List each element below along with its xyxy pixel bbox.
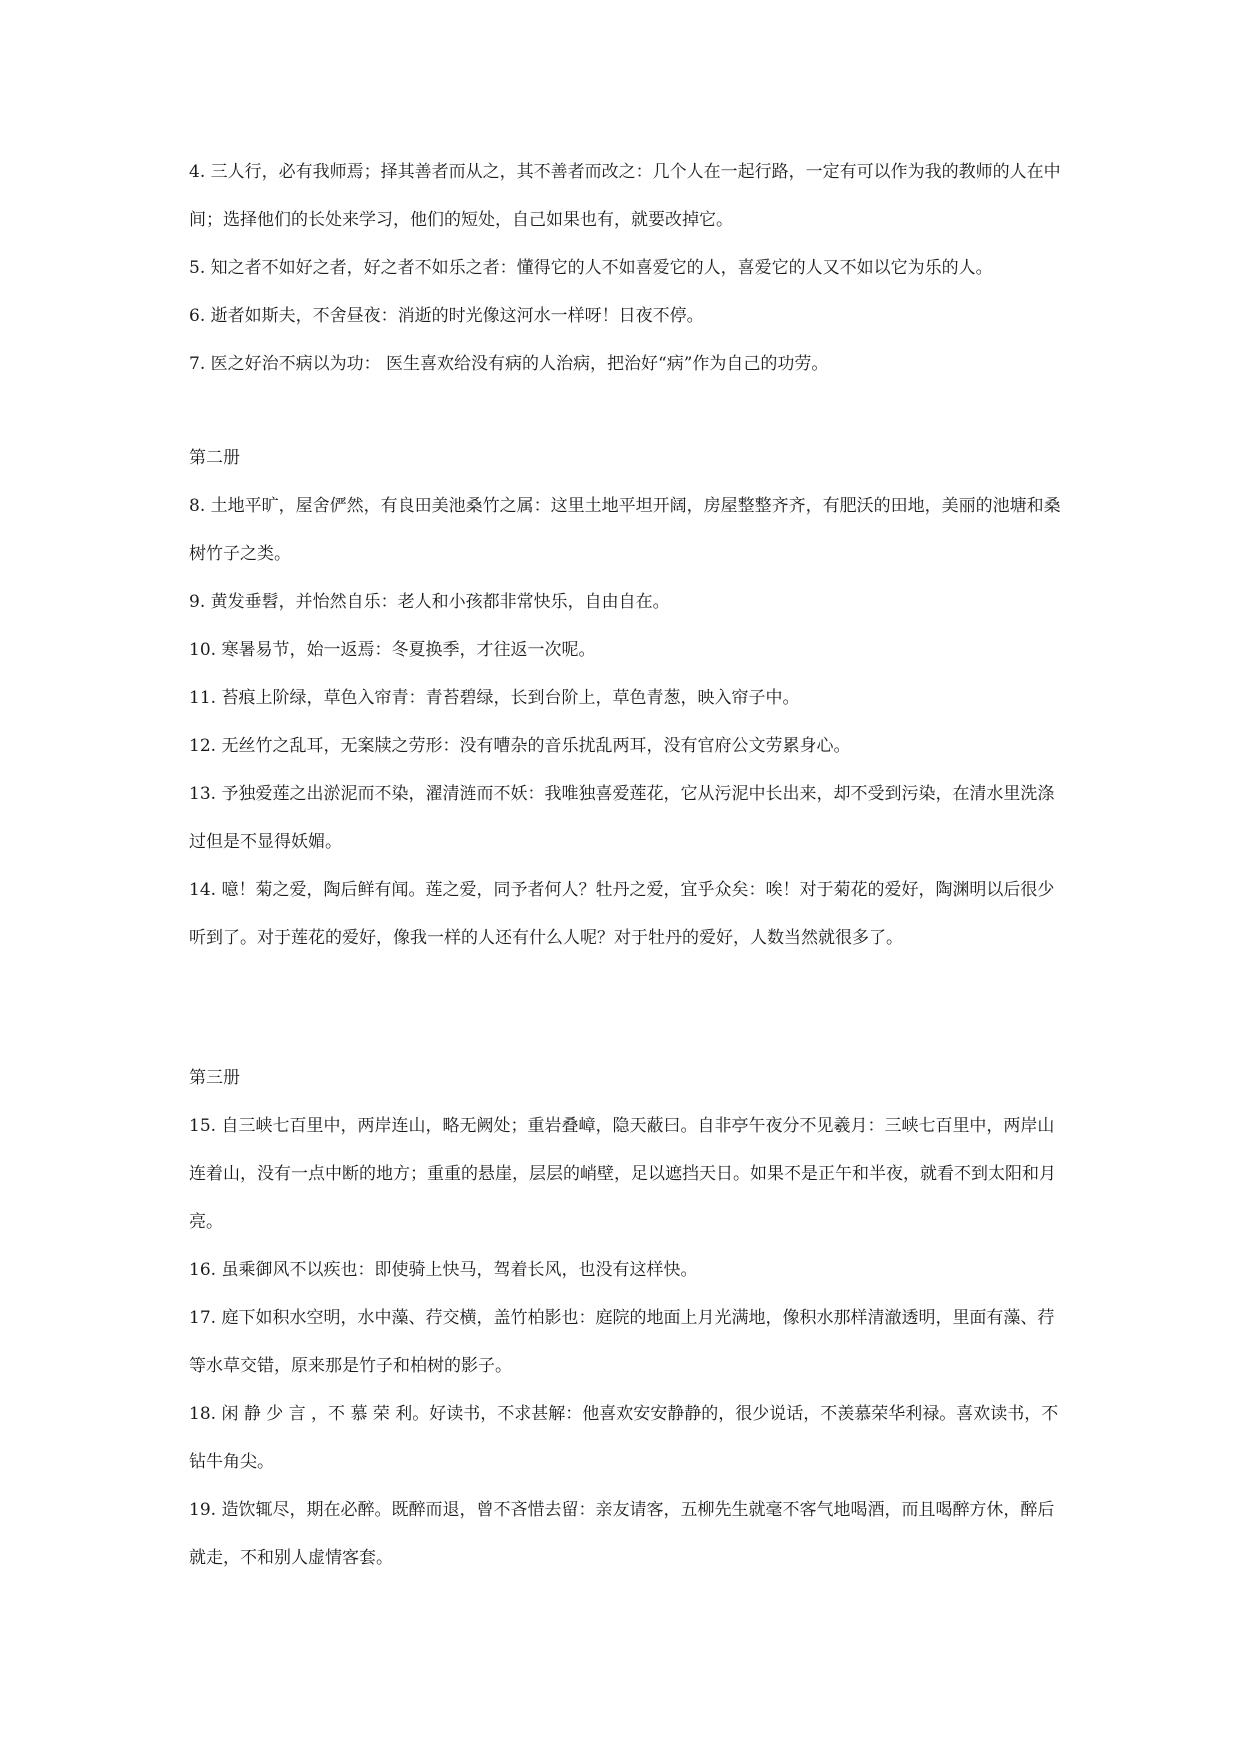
list-item: 19. 造饮辄尽，期在必醉。既醉而退，曾不吝惜去留：亲友请客，五柳先生就毫不客气地喝酒，而且喝醉方休，醉后就走，不和别人虚情客套。 <box>189 1500 1055 1568</box>
section-book-one-tail <box>189 148 1069 388</box>
list-item: 12. 无丝竹之乱耳，无案牍之劳形：没有嘈杂的音乐扰乱两耳，没有官府公文劳累身心。 <box>189 736 851 756</box>
list-item: 5. 知之者不如好之者，好之者不如乐之者：懂得它的人不如喜爱它的人，喜爱它的人又不如以它为乐的人。 <box>189 258 993 278</box>
list-item: 13. 予独爱莲之出淤泥而不染，濯清涟而不妖：我唯独喜爱莲花，它从污泥中长出来，却不受到污染，在清水里洗涤过但是不显得妖媚。 <box>189 784 1055 852</box>
list-item: 4. 三人行，必有我师焉；择其善者而从之，其不善者而改之：几个人在一起行路，一定有可以作为我的教师的人在中间；选择他们的长处来学习，他们的短处，自己如果也有，就要改掉它。 <box>189 162 1061 230</box>
section-spacer <box>189 962 1069 1054</box>
list-item: 11. 苔痕上阶绿，草色入帘青：青苔碧绿，长到台阶上，草色青葱，映入帘子中。 <box>189 688 800 708</box>
list-item: 17. 庭下如积水空明，水中藻、荇交横，盖竹柏影也：庭院的地面上月光满地，像积水那样清澈透明，里面有藻、荇等水草交错，原来那是竹子和柏树的影子。 <box>189 1308 1055 1376</box>
list-item: 16. 虽乘御风不以疾也：即使骑上快马，驾着长风，也没有这样快。 <box>189 1260 698 1280</box>
list-item: 15. 自三峡七百里中，两岸连山，略无阙处；重岩叠嶂，隐天蔽曰。自非亭午夜分不见羲月：三峡七百里中，两岸山连着山，没有一点中断的地方；重重的悬崖，层层的峭壁，足以遮挡天日。如果不是正午和半夜，就看不到太阳和月亮。 <box>189 1116 1056 1232</box>
list-item: 7. 医之好治不病以为功： 医生喜欢给没有病的人治病，把治好“病”作为自己的功劳。 <box>189 354 829 374</box>
section-heading: 第二册 <box>189 448 240 468</box>
list-item: 9. 黄发垂髫，并怡然自乐：老人和小孩都非常快乐，自由自在。 <box>189 592 670 612</box>
section-book-two <box>189 434 1069 962</box>
list-item: 18. 闲 静 少 言 ，不 慕 荣 利。好读书，不求甚解：他喜欢安安静静的，很少说话，不羡慕荣华利禄。喜欢读书，不钻牛角尖。 <box>189 1404 1059 1472</box>
list-item: 6. 逝者如斯夫，不舍昼夜：消逝的时光像这河水一样呀！日夜不停。 <box>189 306 704 326</box>
section-heading: 第三册 <box>189 1068 240 1088</box>
list-item: 8. 土地平旷，屋舍俨然，有良田美池桑竹之属：这里土地平坦开阔，房屋整整齐齐，有肥沃的田地，美丽的池塘和桑树竹子之类。 <box>189 496 1061 564</box>
section-spacer <box>189 388 1069 434</box>
section-book-three <box>189 1054 1069 1582</box>
document-body <box>189 148 1069 1582</box>
list-item: 10. 寒暑易节，始一返焉：冬夏换季，才往返一次呢。 <box>189 640 596 660</box>
list-item: 14. 噫！菊之爱，陶后鲜有闻。莲之爱，同予者何人？牡丹之爱，宜乎众矣：唉！对于菊花的爱好，陶渊明以后很少听到了。对于莲花的爱好，像我一样的人还有什么人呢？对于牡丹的爱好，人数当然就很多了。 <box>189 880 1055 948</box>
